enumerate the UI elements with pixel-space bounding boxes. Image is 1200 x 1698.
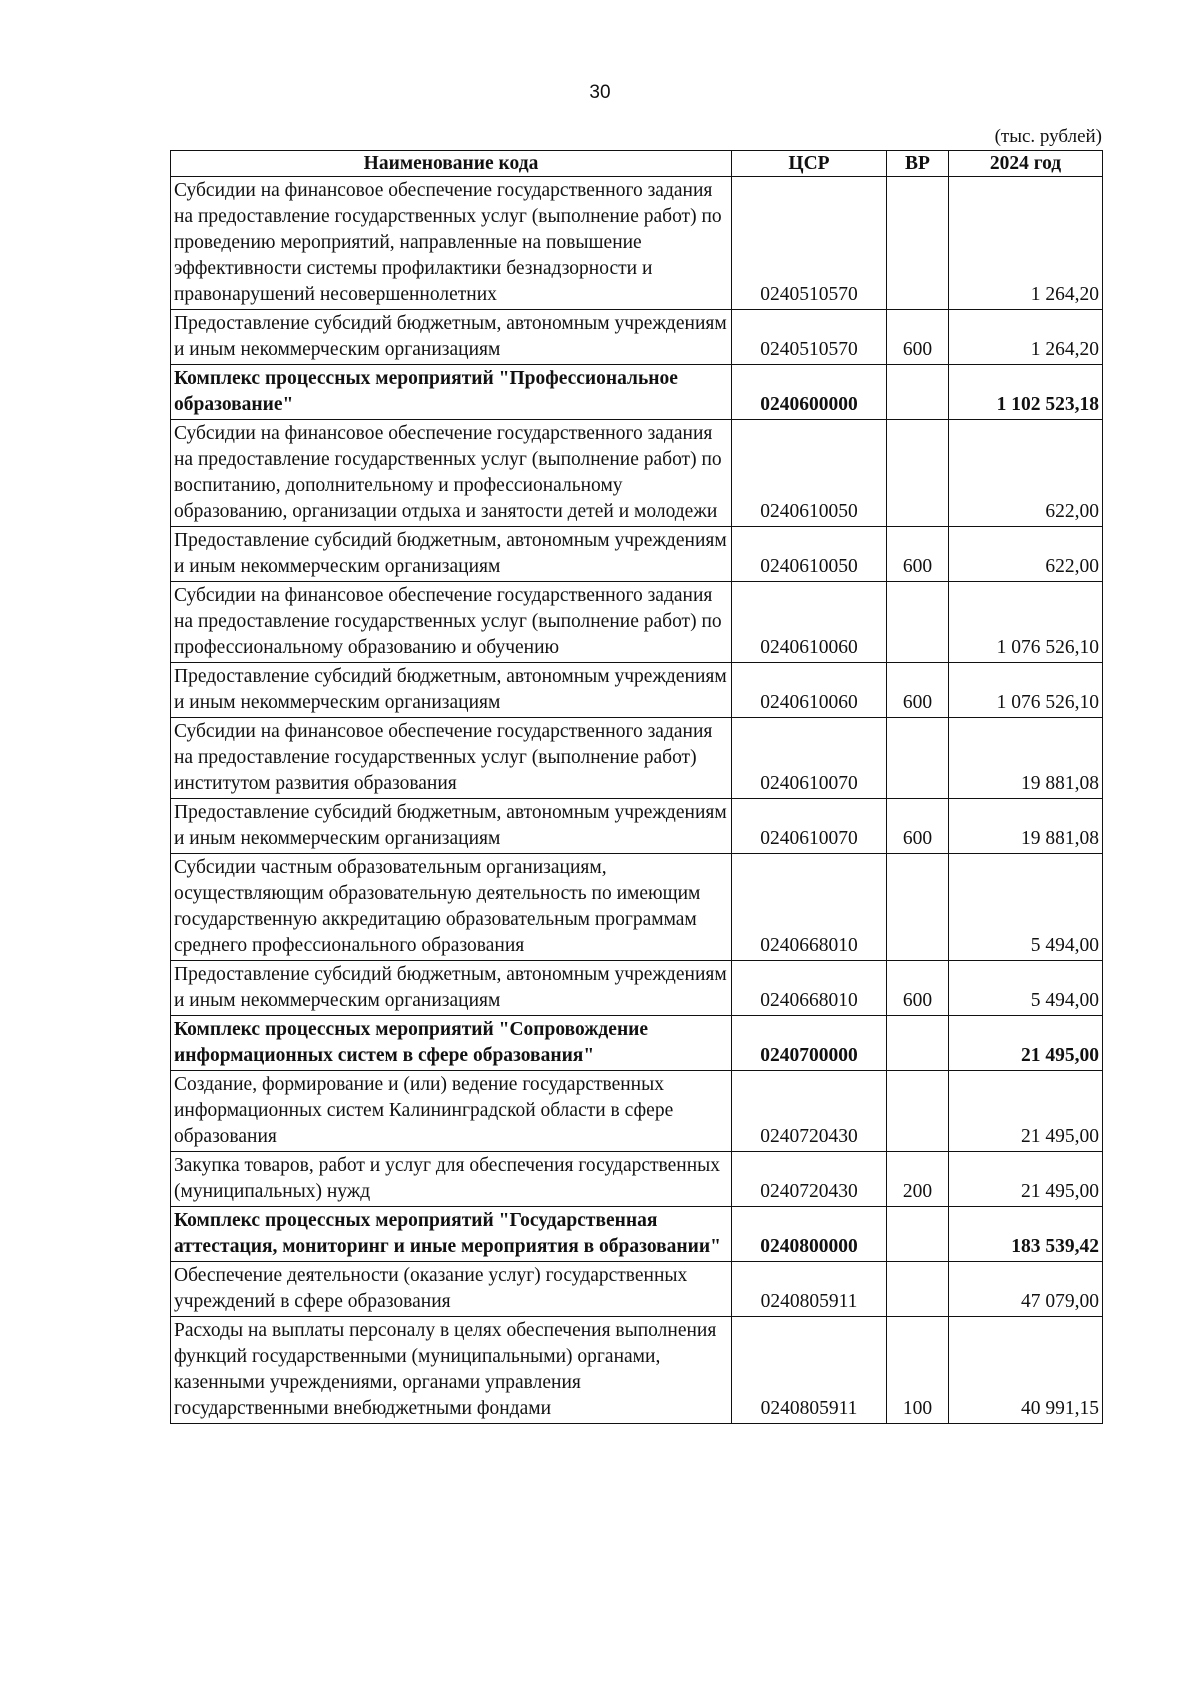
table-header-row: [171, 151, 1103, 177]
cell-csr: 0240510570: [732, 177, 887, 310]
table-row: [171, 1262, 1103, 1317]
cell-name: Субсидии на финансовое обеспечение государственного задания на предоставление государственных услуг (выполнение работ) по воспитанию, дополнительному и профессиональному образованию, организации отдыха и занятости детей и молодежи: [171, 420, 732, 527]
cell-amount: 5 494,00: [949, 854, 1103, 961]
table-row: [171, 854, 1103, 961]
cell-vr: 100: [887, 1317, 949, 1424]
cell-csr: 0240600000: [732, 365, 887, 420]
cell-amount: 19 881,08: [949, 718, 1103, 799]
cell-csr: 0240610070: [732, 718, 887, 799]
cell-vr: 600: [887, 961, 949, 1016]
cell-vr: [887, 582, 949, 663]
cell-amount: 40 991,15: [949, 1317, 1103, 1424]
table-row: [171, 1071, 1103, 1152]
cell-vr: [887, 1071, 949, 1152]
table-body: [171, 177, 1103, 1424]
table-row: [171, 1317, 1103, 1424]
cell-vr: [887, 854, 949, 961]
units-note: (тыс. рублей): [994, 126, 1102, 147]
cell-amount: 19 881,08: [949, 799, 1103, 854]
cell-name: Комплекс процессных мероприятий "Сопровождение информационных систем в сфере образования": [171, 1016, 732, 1071]
cell-amount: 1 102 523,18: [949, 365, 1103, 420]
table-row: [171, 582, 1103, 663]
cell-csr: 0240610070: [732, 799, 887, 854]
cell-csr: 0240610050: [732, 420, 887, 527]
cell-csr: 0240720430: [732, 1152, 887, 1207]
cell-csr: 0240668010: [732, 854, 887, 961]
cell-vr: [887, 420, 949, 527]
cell-csr: 0240805911: [732, 1262, 887, 1317]
table-row: [171, 1152, 1103, 1207]
cell-amount: 21 495,00: [949, 1016, 1103, 1071]
cell-vr: 600: [887, 663, 949, 718]
cell-vr: 600: [887, 799, 949, 854]
cell-csr: 0240720430: [732, 1071, 887, 1152]
cell-csr: 0240610060: [732, 582, 887, 663]
cell-vr: [887, 365, 949, 420]
cell-csr: 0240700000: [732, 1016, 887, 1071]
table-row: [171, 1016, 1103, 1071]
cell-amount: 1 264,20: [949, 310, 1103, 365]
header-name: Наименование кода: [171, 151, 732, 177]
cell-amount: 1 264,20: [949, 177, 1103, 310]
cell-name: Предоставление субсидий бюджетным, автономным учреждениям и иным некоммерческим организациям: [171, 799, 732, 854]
cell-csr: 0240668010: [732, 961, 887, 1016]
table-row: [171, 718, 1103, 799]
table-row: [171, 663, 1103, 718]
cell-name: Предоставление субсидий бюджетным, автономным учреждениям и иным некоммерческим организациям: [171, 961, 732, 1016]
cell-vr: [887, 1262, 949, 1317]
cell-vr: 200: [887, 1152, 949, 1207]
header-vr: ВР: [887, 151, 949, 177]
cell-name: Расходы на выплаты персоналу в целях обеспечения выполнения функций государственными (муниципальными) органами, казенными учреждениями, органами управления государственными внебюджетными фондами: [171, 1317, 732, 1424]
cell-vr: [887, 177, 949, 310]
cell-name: Закупка товаров, работ и услуг для обеспечения государственных (муниципальных) нужд: [171, 1152, 732, 1207]
cell-vr: [887, 1207, 949, 1262]
cell-csr: 0240510570: [732, 310, 887, 365]
table-row: [171, 799, 1103, 854]
cell-csr: 0240800000: [732, 1207, 887, 1262]
cell-vr: [887, 1016, 949, 1071]
header-amount: 2024 год: [949, 151, 1103, 177]
cell-csr: 0240610050: [732, 527, 887, 582]
table-row: [171, 420, 1103, 527]
table-row: [171, 961, 1103, 1016]
cell-name: Предоставление субсидий бюджетным, автономным учреждениям и иным некоммерческим организациям: [171, 663, 732, 718]
cell-amount: 21 495,00: [949, 1071, 1103, 1152]
table-row: [171, 527, 1103, 582]
cell-name: Обеспечение деятельности (оказание услуг) государственных учреждений в сфере образования: [171, 1262, 732, 1317]
page-number: 30: [589, 82, 611, 103]
cell-amount: 47 079,00: [949, 1262, 1103, 1317]
cell-name: Субсидии на финансовое обеспечение государственного задания на предоставление государственных услуг (выполнение работ) по профессиональному образованию и обучению: [171, 582, 732, 663]
cell-name: Субсидии на финансовое обеспечение государственного задания на предоставление государственных услуг (выполнение работ) институтом развития образования: [171, 718, 732, 799]
cell-amount: 5 494,00: [949, 961, 1103, 1016]
table-row: [171, 177, 1103, 310]
cell-amount: 1 076 526,10: [949, 582, 1103, 663]
cell-name: Создание, формирование и (или) ведение государственных информационных систем Калининградской области в сфере образования: [171, 1071, 732, 1152]
cell-name: Комплекс процессных мероприятий "Профессиональное образование": [171, 365, 732, 420]
header-csr: ЦСР: [732, 151, 887, 177]
table-row: [171, 310, 1103, 365]
cell-vr: [887, 718, 949, 799]
cell-amount: 622,00: [949, 527, 1103, 582]
cell-csr: 0240610060: [732, 663, 887, 718]
cell-csr: 0240805911: [732, 1317, 887, 1424]
cell-vr: 600: [887, 310, 949, 365]
cell-name: Субсидии частным образовательным организациям, осуществляющим образовательную деятельность по имеющим государственную аккредитацию образовательным программам среднего профессионального образования: [171, 854, 732, 961]
budget-table: [170, 150, 1103, 1424]
cell-amount: 622,00: [949, 420, 1103, 527]
cell-amount: 21 495,00: [949, 1152, 1103, 1207]
cell-amount: 183 539,42: [949, 1207, 1103, 1262]
table-row: [171, 1207, 1103, 1262]
cell-name: Комплекс процессных мероприятий "Государственная аттестация, мониторинг и иные мероприятия в образовании": [171, 1207, 732, 1262]
cell-name: Предоставление субсидий бюджетным, автономным учреждениям и иным некоммерческим организациям: [171, 310, 732, 365]
cell-name: Предоставление субсидий бюджетным, автономным учреждениям и иным некоммерческим организациям: [171, 527, 732, 582]
cell-vr: 600: [887, 527, 949, 582]
cell-name: Субсидии на финансовое обеспечение государственного задания на предоставление государственных услуг (выполнение работ) по проведению мероприятий, направленные на повышение эффективности системы профилактики безнадзорности и правонарушений несовершеннолетних: [171, 177, 732, 310]
cell-amount: 1 076 526,10: [949, 663, 1103, 718]
table-row: [171, 365, 1103, 420]
